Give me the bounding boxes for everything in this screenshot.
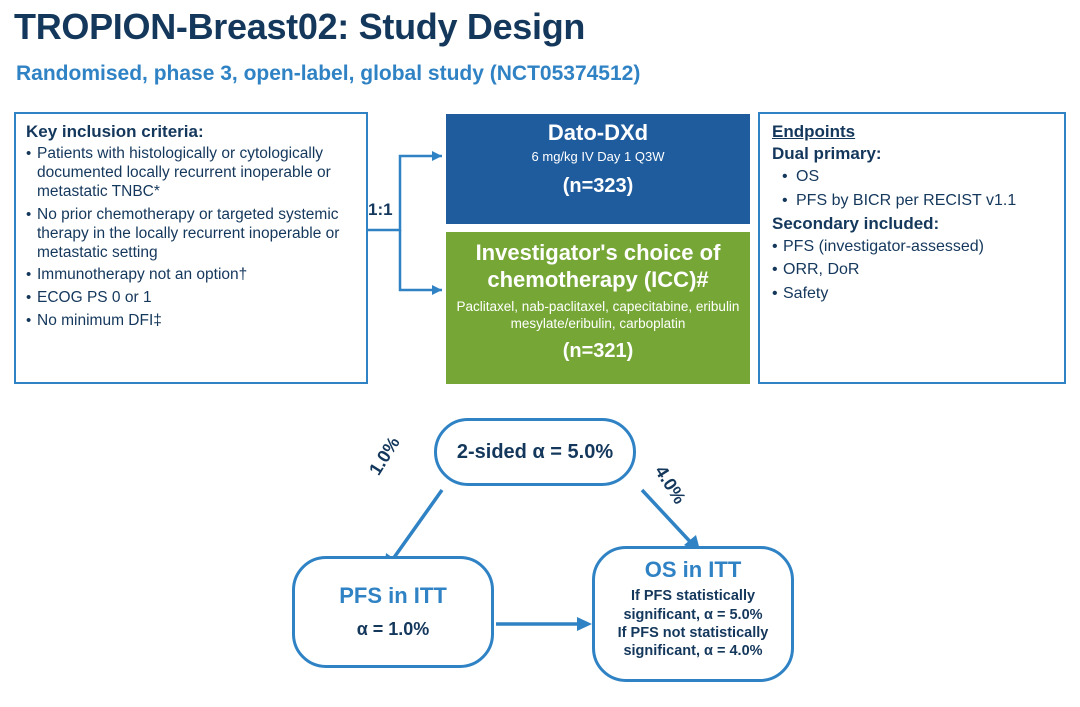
pfs-node-title: PFS in ITT bbox=[339, 583, 447, 608]
bullet-icon: • bbox=[26, 312, 32, 330]
inclusion-criteria-panel bbox=[14, 112, 368, 384]
list-item bbox=[26, 289, 356, 308]
inclusion-criterion-text: No prior chemotherapy or targeted systemic therapy in the locally recurrent inoperable or metastatic setting bbox=[37, 205, 340, 261]
page-title: TROPION-Breast02: Study Design bbox=[14, 6, 586, 47]
bullet-icon: • bbox=[26, 145, 32, 162]
os-node-title: OS in ITT bbox=[644, 557, 742, 582]
bullet-icon: • bbox=[26, 289, 32, 307]
randomisation-ratio-label: 1:1 bbox=[368, 200, 393, 219]
arm-dose: 6 mg/kg IV Day 1 Q3W bbox=[531, 149, 665, 165]
list-item bbox=[26, 266, 356, 285]
arm-sample-size: (n=321) bbox=[562, 340, 634, 363]
bullet-icon: • bbox=[26, 266, 32, 284]
arm-sample-size: (n=323) bbox=[562, 175, 634, 198]
alpha-branch-right-label: 4.0% bbox=[651, 462, 690, 508]
secondary-endpoints-label: Secondary included: bbox=[772, 213, 940, 233]
pfs-itt-node bbox=[292, 556, 494, 668]
randomisation-connector bbox=[366, 140, 452, 320]
pfs-node-alpha: α = 1.0% bbox=[356, 619, 430, 640]
os-node-line3: If PFS not statistically bbox=[617, 624, 769, 641]
treatment-arm-icc bbox=[446, 232, 750, 384]
list-item bbox=[772, 260, 1052, 281]
bullet-icon: • bbox=[772, 237, 778, 255]
endpoint-text: OS bbox=[796, 168, 820, 185]
os-node-line4: significant, α = 4.0% bbox=[623, 642, 763, 659]
list-item bbox=[772, 237, 1052, 258]
page-subtitle: Randomised, phase 3, open-label, global study (NCT05374512) bbox=[16, 62, 641, 85]
treatment-arm-dato-dxd bbox=[446, 114, 750, 224]
list-item bbox=[26, 206, 356, 263]
bullet-icon: • bbox=[772, 285, 778, 303]
os-itt-node bbox=[592, 546, 794, 682]
endpoint-text: Safety bbox=[783, 285, 829, 303]
arm-name: Dato-DXd bbox=[547, 120, 649, 145]
inclusion-criteria-heading: Key inclusion criteria: bbox=[26, 122, 204, 141]
list-item bbox=[772, 167, 1052, 188]
list-item bbox=[772, 284, 1052, 305]
bullet-icon: • bbox=[782, 191, 788, 209]
alpha-branch-left-label: 1.0% bbox=[365, 433, 404, 479]
bullet-icon: • bbox=[772, 261, 778, 279]
list-item bbox=[26, 312, 356, 331]
arm-name: Investigator's choice of chemotherapy (ICC)# bbox=[475, 240, 721, 292]
os-node-line2: significant, α = 5.0% bbox=[623, 606, 763, 623]
bullet-icon: • bbox=[26, 205, 32, 223]
primary-endpoints-label: Dual primary: bbox=[772, 144, 882, 163]
inclusion-criterion-text: Patients with histologically or cytologically documented locally recurrent inoperable or metastatic TNBC* bbox=[37, 145, 331, 200]
inclusion-criterion-text: ECOG PS 0 or 1 bbox=[37, 289, 152, 307]
endpoint-text: ORR, DoR bbox=[783, 261, 860, 279]
arm-dose: Paclitaxel, nab-paclitaxel, capecitabine, eribulin mesylate/eribulin, carboplatin bbox=[456, 298, 740, 331]
inclusion-criterion-text: No minimum DFI‡ bbox=[37, 312, 162, 330]
bullet-icon: • bbox=[782, 168, 788, 185]
endpoints-heading: Endpoints bbox=[772, 122, 856, 141]
os-node-line1: If PFS statistically bbox=[630, 588, 756, 605]
endpoints-panel bbox=[758, 112, 1066, 384]
list-item bbox=[772, 191, 1052, 212]
alpha-total-node: 2-sided α = 5.0% bbox=[434, 418, 636, 486]
list-item bbox=[26, 145, 356, 202]
inclusion-criterion-text: Immunotherapy not an option† bbox=[37, 266, 248, 284]
endpoint-text: PFS (investigator-assessed) bbox=[783, 237, 984, 255]
endpoint-text: PFS by BICR per RECIST v1.1 bbox=[796, 191, 1017, 209]
